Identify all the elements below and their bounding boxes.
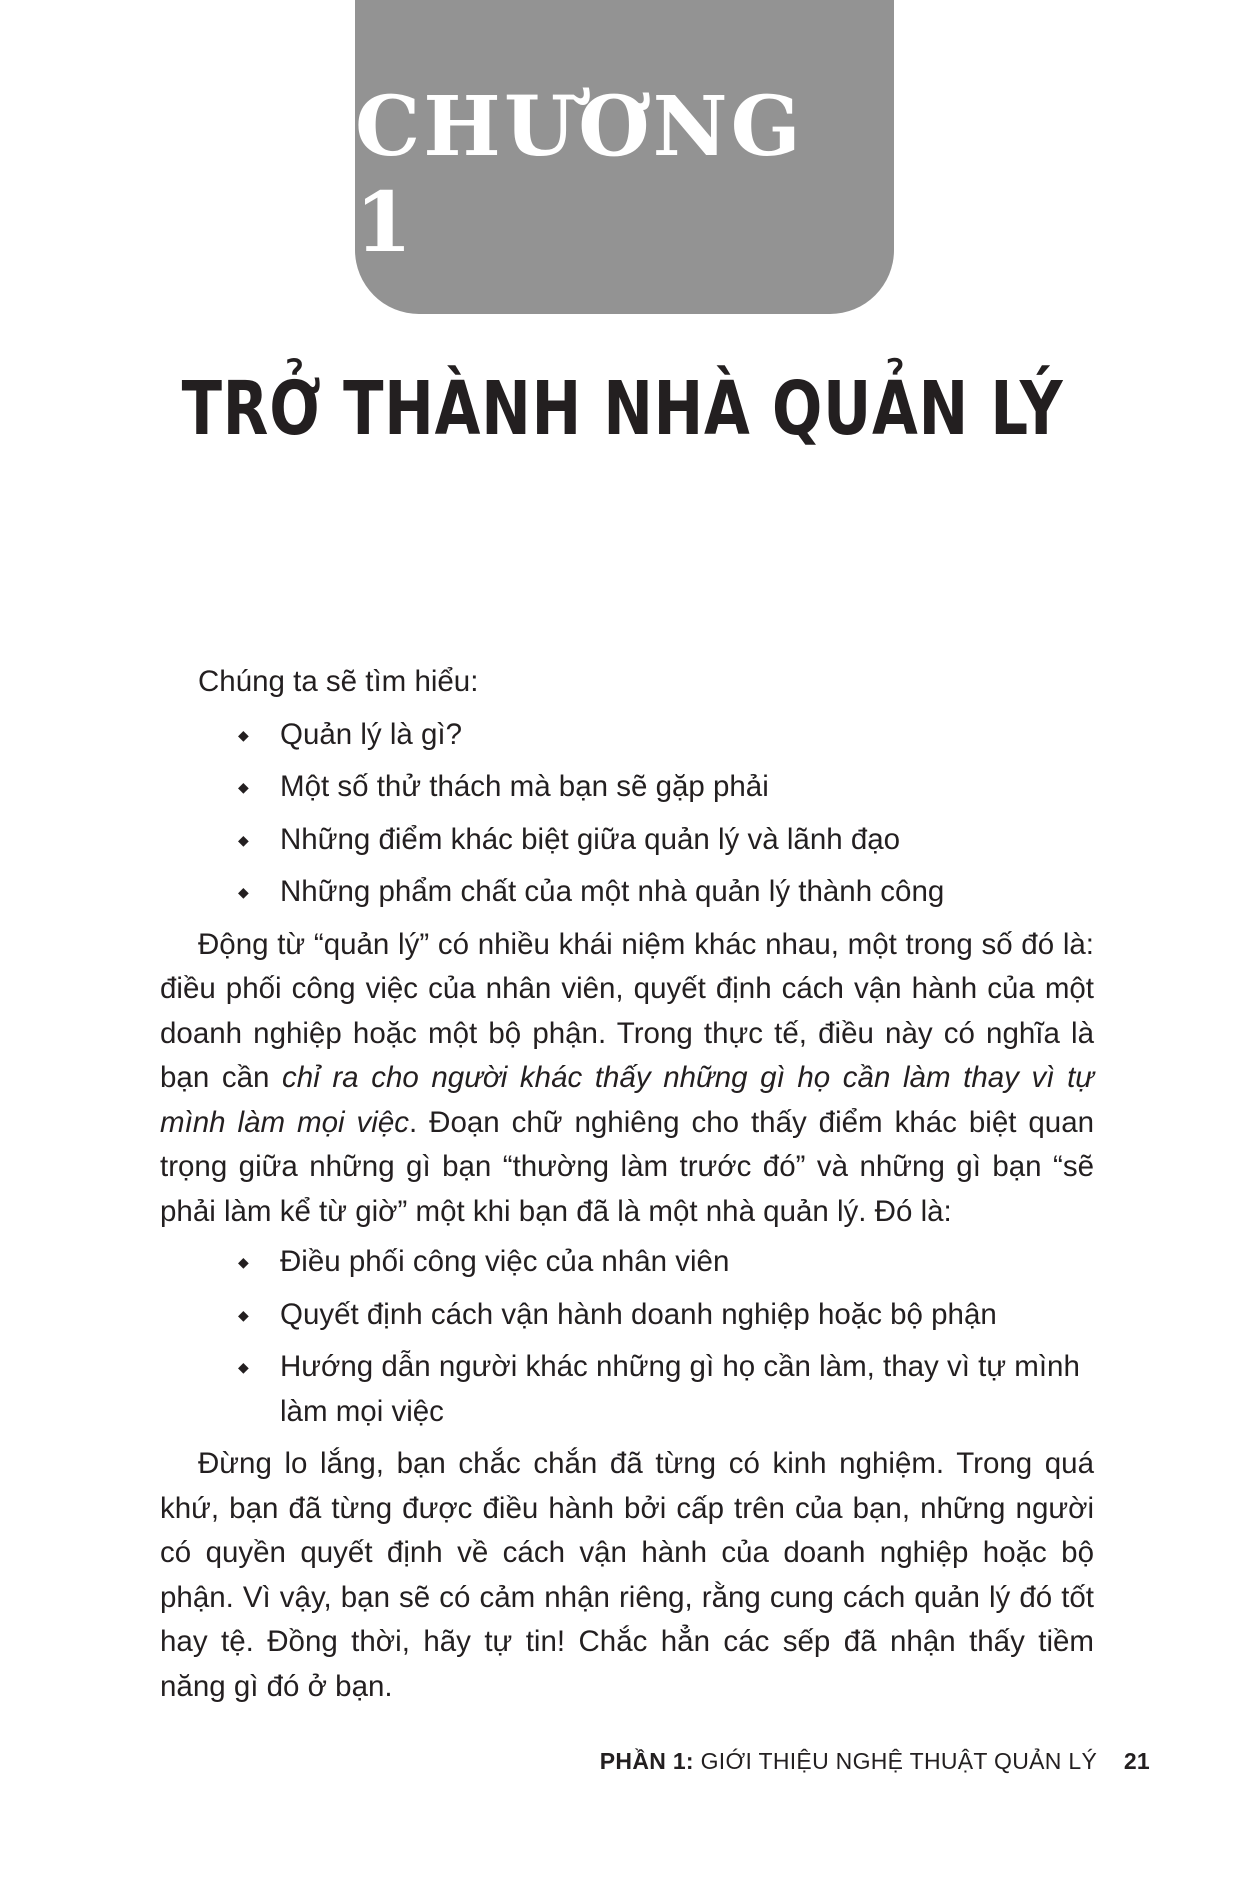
- list-item: ◆ Quyết định cách vận hành doanh nghiệp hoặc bộ phận: [280, 1293, 1094, 1338]
- paragraph-encouragement: Đừng lo lắng, bạn chắc chắn đã từng có kinh nghiệm. Trong quá khứ, bạn đã từng được điều hành bởi cấp trên của bạn, những người có quyền quyết định về cách vận hành của doanh nghiệp hoặc bộ phận. Vì vậy, bạn sẽ có cảm nhận riêng, rằng cung cách quản lý đó tốt hay tệ. Đồng thời, hãy tự tin! Chắc hẳn các sếp đã nhận thấy tiềm năng gì đó ở bạn.: [160, 1447, 1094, 1703]
- diamond-bullet-icon: ◆: [238, 1359, 249, 1375]
- page-number: 21: [1123, 1748, 1150, 1774]
- italic-emphasis: chỉ ra cho người khác thấy những gì họ cần làm thay vì tự mình làm mọi việc: [160, 1061, 1094, 1139]
- diamond-bullet-icon: ◆: [238, 1254, 249, 1270]
- diamond-bullet-icon: ◆: [238, 726, 249, 743]
- diamond-bullet-icon: ◆: [238, 831, 249, 848]
- list-item: ◆ Những điểm khác biệt giữa quản lý và lãnh đạo: [280, 818, 1094, 863]
- chapter-label: CHƯƠNG 1: [355, 79, 804, 271]
- footer-part: PHẦN 1:: [599, 1748, 694, 1774]
- diamond-bullet-icon: ◆: [238, 884, 249, 900]
- intro-text: Chúng ta sẽ tìm hiểu:: [198, 665, 479, 698]
- duties-list: [160, 1240, 1094, 1434]
- page-footer: [600, 1748, 1150, 1775]
- chapter-title: TRỞ THÀNH NHÀ QUẢN LÝ: [181, 366, 1064, 452]
- list-item: ◆ Hướng dẫn người khác những gì họ cần làm, thay vì tự mình làm mọi việc: [280, 1345, 1094, 1434]
- footer-section: GIỚI THIỆU NGHỆ THUẬT QUẢN LÝ: [700, 1748, 1098, 1774]
- paragraph-definition: Động từ “quản lý” có nhiều khái niệm khác nhau, một trong số đó là: điều phối công việc của nhân viên, quyết định cách vận hành của một doanh nghiệp hoặc một bộ phận. Trong thực tế, điều này có nghĩa là bạn cần chỉ ra cho người khác thấy những gì họ cần làm thay vì tự mình làm mọi việc. Đoạn chữ nghiêng cho thấy điểm khác biệt quan trọng giữa những gì bạn “thường làm trước đó” và những gì bạn “sẽ phải làm kể từ giờ” một khi bạn đã là một nhà quản lý. Đó là:: [160, 927, 1095, 1228]
- diamond-bullet-icon: ◆: [238, 1306, 249, 1323]
- list-item: ◆ Điều phối công việc của nhân viên: [280, 1240, 1094, 1285]
- list-item: ◆ Quản lý là gì?: [280, 713, 1094, 758]
- chapter-content: [160, 660, 1094, 1709]
- list-item: ◆ Những phẩm chất của một nhà quản lý thành công: [280, 870, 1094, 915]
- chapter-tab: [355, 0, 894, 314]
- objectives-list: [160, 713, 1094, 915]
- diamond-bullet-icon: ◆: [238, 779, 249, 795]
- list-item: ◆ Một số thử thách mà bạn sẽ gặp phải: [280, 765, 1094, 810]
